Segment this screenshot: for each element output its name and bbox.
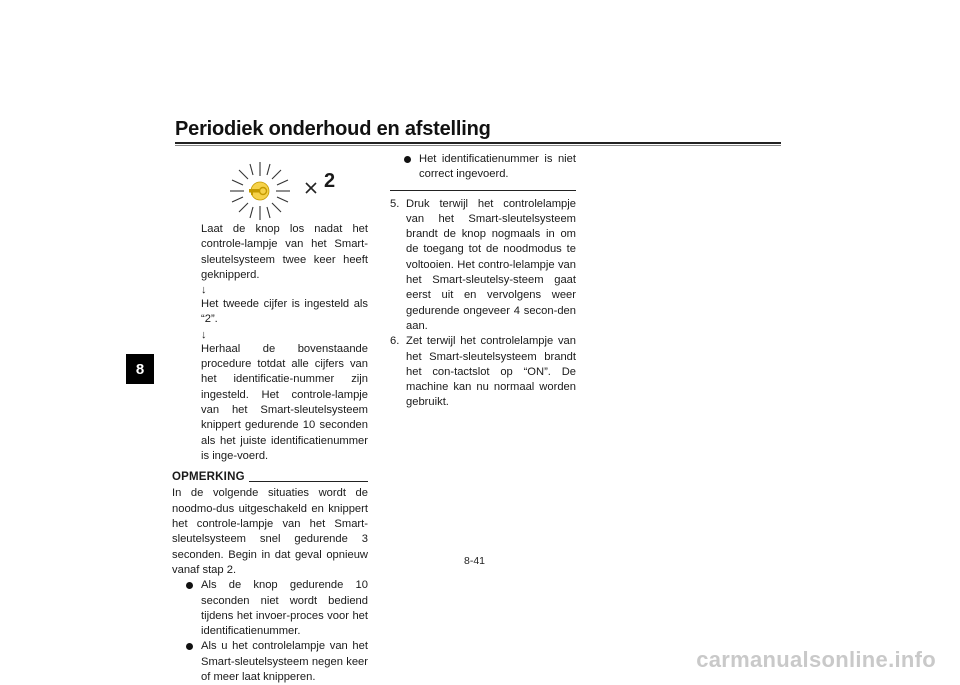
note-end-rule — [390, 190, 576, 191]
step-item — [390, 197, 576, 335]
note-heading-rule — [249, 481, 368, 482]
step-item — [390, 334, 576, 410]
right-bullets — [390, 152, 576, 183]
repeat-text: Herhaal de bovenstaande procedure totdat alle cijfers van het identificatie-nummer zijn ingesteld. Het controle-lampje van het Smart-sleutelsysteem knippert gedurende 10 seconden als het juiste identificatienummer is inge-voerd. — [201, 342, 368, 462]
bullet-text: Als u het controlelampje van het Smart-sleutelsysteem negen keer of meer laat knipperen. — [201, 640, 368, 684]
down-arrow: ↓ — [201, 328, 207, 341]
bullet-icon — [186, 582, 193, 589]
step-number: 6. — [390, 335, 400, 348]
header-rule-thin — [175, 145, 781, 146]
bullet-text: Het identificatienummer is niet correct ingevoerd. — [419, 153, 576, 181]
step-number: 5. — [390, 197, 400, 210]
step-text: Zet terwijl het controlelampje van het Smart-sleutelsysteem brandt het con-tactslot op “ON”. De machine kan nu normaal worden gebruikt. — [406, 335, 576, 409]
step-text: Druk terwijl het controlelampje van het Smart-sleutelsysteem brandt de knop nogmaals in om de toegang tot de noodmodus te voltooien. Het contro-lelampje van het Smart-sleutelsy-steem gaat eerst uit en vervolgens weer gedurende ongeveer 4 secon-den aan. — [406, 197, 576, 332]
bullet-text: Als de knop gedurende 10 seconden niet wordt bediend tijdens het invoer-proces voor het identificatienummer. — [201, 579, 368, 638]
left-column — [172, 152, 368, 685]
list-item — [172, 578, 368, 639]
header-rule — [175, 142, 781, 144]
note-heading-label: OPMERKING — [172, 471, 245, 484]
list-item — [172, 639, 368, 685]
down-arrow: ↓ — [201, 284, 207, 297]
note-body: In de volgende situaties wordt de noodmo-dus uitgeschakeld en knippert het controle-lampje van het Smart-sleutelsysteem snel gedurende 3 seconden. Begin in dat geval opnieuw vanaf stap 2. — [172, 487, 368, 576]
bullet-icon — [404, 156, 411, 163]
bullet-icon — [186, 643, 193, 650]
watermark: carmanualsonline.info — [696, 647, 936, 672]
page-title: Periodiek onderhoud en afstelling — [175, 118, 491, 140]
chapter-tab: 8 — [126, 354, 154, 384]
intro-text: Laat de knop los nadat het controle-lampje van het Smart-sleutelsysteem twee keer heeft geknipperd. — [201, 223, 368, 281]
right-column — [390, 152, 576, 411]
steps-list — [390, 197, 576, 411]
page-number: 8-41 — [464, 555, 486, 567]
multiplier-value: 2 — [324, 170, 336, 192]
second-digit-text: Het tweede cijfer is ingesteld als “2”. — [201, 298, 368, 326]
indicator-illustration — [172, 152, 368, 222]
key-indicator-flashing-icon — [222, 158, 332, 224]
note-bullets — [172, 578, 368, 685]
note-heading — [172, 470, 368, 485]
list-item — [390, 152, 576, 183]
